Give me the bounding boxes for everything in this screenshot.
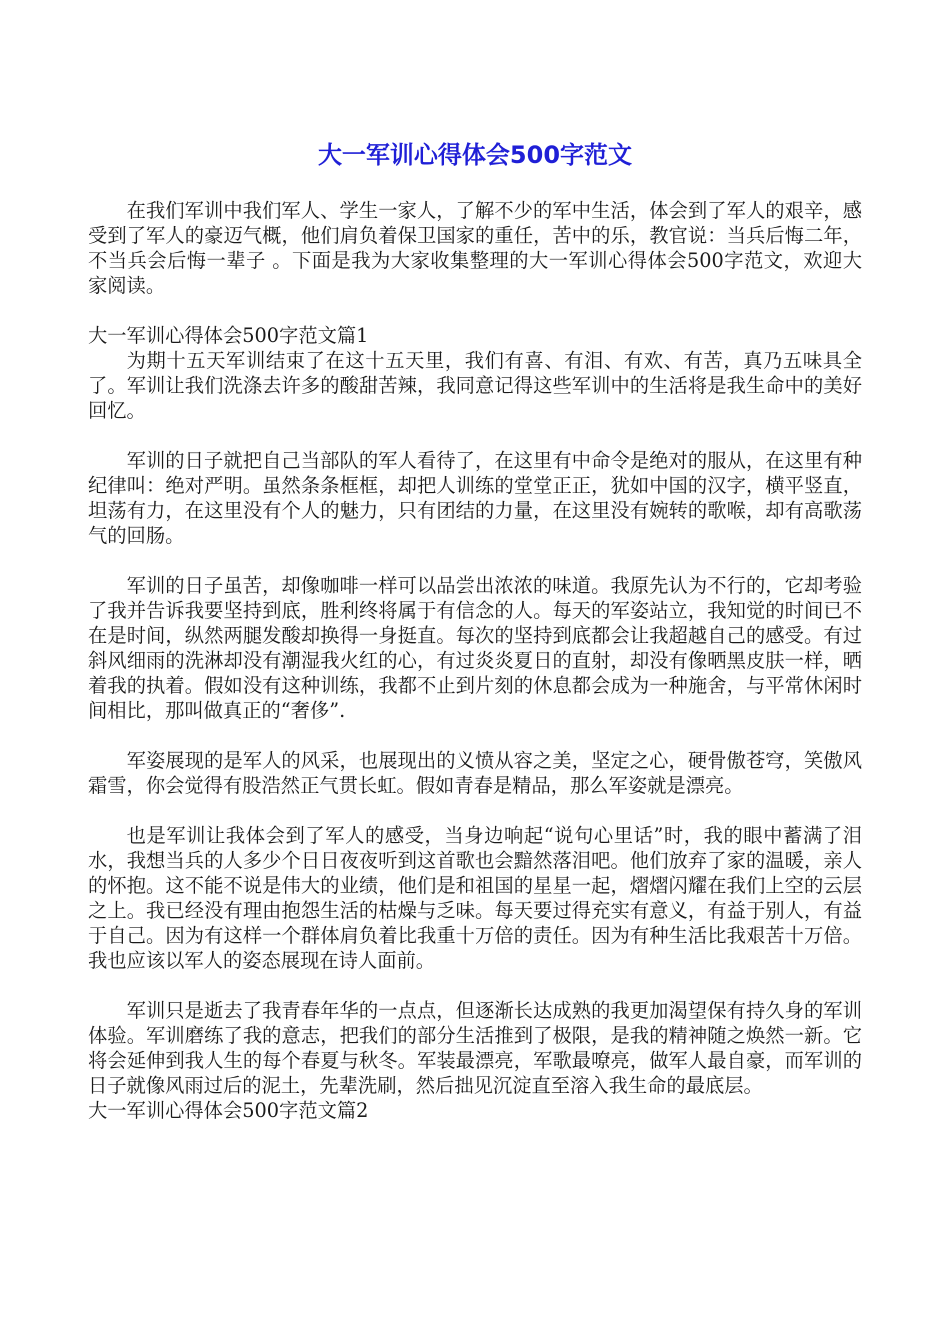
- section-heading-1: 大一军训心得体会500字范文篇1: [88, 324, 369, 347]
- body-paragraph: 为期十五天军训结束了在这十五天里，我们有喜、有泪、有欢、有苦，真乃五味具全了。军训让我们洗涤去许多的酸甜苦辣，我同意记得这些军训中的生活将是我生命中的美好回忆。: [88, 349, 862, 422]
- body-paragraph: 军训只是逝去了我青春年华的一点点，但逐渐长达成熟的我更加渴望保有持久身的军训体验。军训磨练了我的意志，把我们的部分生活推到了极限，是我的精神随之焕然一新。它将会延伸到我人生的每个春夏与秋冬。军装最漂亮，军歌最嘹亮，做军人最自豪，而军训的日子就像风雨过后的泥土，先辈洗刷，然后拙见沉淀直至溶入我生命的最底层。: [88, 999, 862, 1097]
- body-paragraph: 军训的日子虽苦，却像咖啡一样可以品尝出浓浓的味道。我原先认为不行的，它却考验了我并告诉我要坚持到底，胜利终将属于有信念的人。每天的军姿站立，我知觉的时间已不在是时间，纵然两腿发酸却换得一身挺直。每次的坚持到底都会让我超越自己的感受。有过斜风细雨的洗淋却没有潮湿我火红的心，有过炎炎夏日的直射，却没有像晒黑皮肤一样，晒着我的执着。假如没有这种训练，我都不止到片刻的休息都会成为一种施舍，与平常休闲时间相比，那叫做真正的“奢侈”.: [88, 574, 862, 722]
- body-paragraph: 也是军训让我体会到了军人的感受，当身边响起“说句心里话”时，我的眼中蓄满了泪水，我想当兵的人多少个日日夜夜听到这首歌也会黯然落泪吧。他们放弃了家的温暖，亲人的怀抱。这不能不说是伟大的业绩，他们是和祖国的星星一起，熠熠闪耀在我们上空的云层之上。我已经没有理由抱怨生活的枯燥与乏味。每天要过得充实有意义，有益于别人，有益于自己。因为有这样一个群体肩负着比我重十万倍的责任。因为有种生活比我艰苦十万倍。我也应该以军人的姿态展现在诗人面前。: [88, 824, 862, 972]
- document-page: [88, 0, 862, 1123]
- document-title: 大一军训心得体会500字范文: [317, 141, 633, 169]
- body-paragraph: 军训的日子就把自己当部队的军人看待了，在这里有中命令是绝对的服从，在这里有种纪律叫：绝对严明。虽然条条框框，却把人训练的堂堂正正，犹如中国的汉字，横平竖直，坦荡有力，在这里没有个人的魅力，只有团结的力量，在这里没有婉转的歌喉，却有高歌荡气的回肠。: [88, 449, 862, 547]
- section-heading-2: 大一军训心得体会500字范文篇2: [88, 1099, 369, 1122]
- body-paragraph: 军姿展现的是军人的风采，也展现出的义愤从容之美，坚定之心，硬骨傲苍穹，笑傲风霜雪，你会觉得有股浩然正气贯长虹。假如青春是精品，那么军姿就是漂亮。: [88, 749, 862, 797]
- intro-paragraph: 在我们军训中我们军人、学生一家人，了解不少的军中生活，体会到了军人的艰辛，感受到了军人的豪迈气概，他们肩负着保卫国家的重任，苦中的乐，教官说：当兵后悔二年，不当兵会后悔一辈子 。下面是我为大家收集整理的大一军训心得体会500字范文，欢迎大家阅读。: [88, 199, 862, 297]
